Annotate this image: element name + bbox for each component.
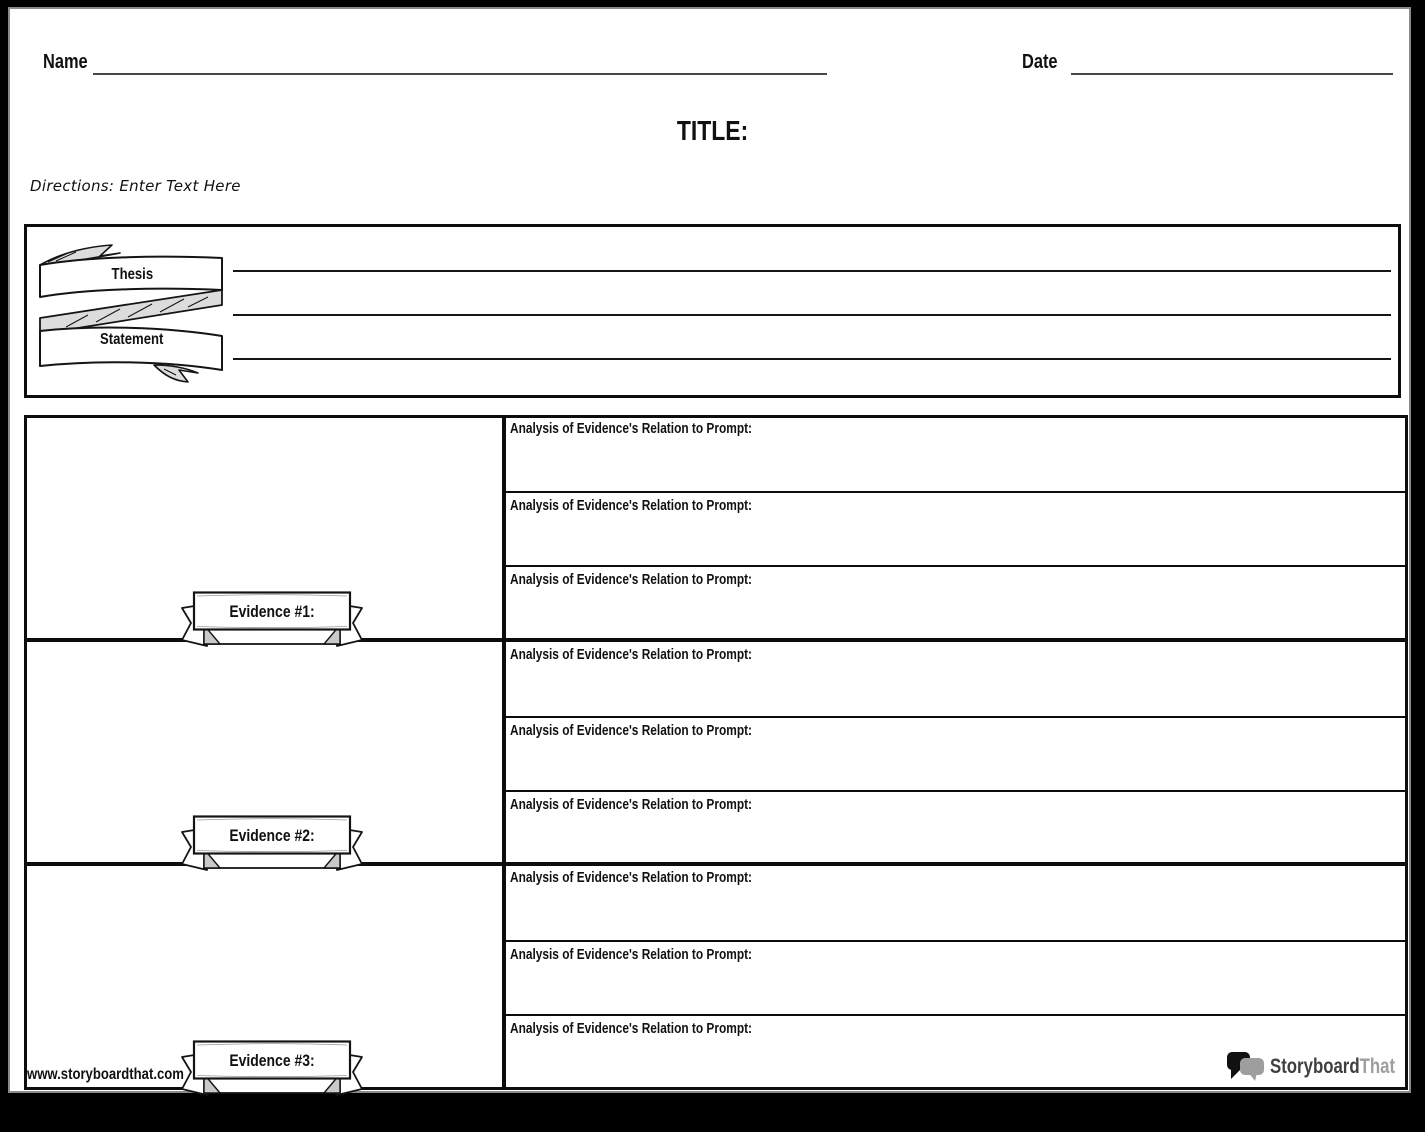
row-divider-s2-b <box>506 790 1405 792</box>
logo-text-secondary: That <box>1359 1055 1396 1078</box>
page-title <box>0 117 1425 145</box>
name-label <box>43 52 97 72</box>
table-column-divider <box>502 415 506 1090</box>
analysis-label: Analysis of Evidence's Relation to Prompt: <box>510 498 753 514</box>
analysis-label: Analysis of Evidence's Relation to Prompt: <box>510 647 753 663</box>
analysis-cell[interactable] <box>510 648 805 663</box>
evidence-table <box>24 415 1408 1090</box>
analysis-label: Analysis of Evidence's Relation to Prompt: <box>510 797 753 813</box>
analysis-label: Analysis of Evidence's Relation to Prompt: <box>510 421 753 437</box>
page-title-text: TITLE: <box>676 115 749 146</box>
date-fill-line[interactable] <box>1071 73 1393 75</box>
thesis-ribbon-word-bottom <box>36 332 228 348</box>
analysis-label: Analysis of Evidence's Relation to Prompt: <box>510 870 753 886</box>
logo-text-primary: Storyboard <box>1270 1055 1360 1078</box>
date-label <box>1022 52 1065 72</box>
evidence-ribbon-banner-2 <box>177 815 367 877</box>
evidence-cell-1[interactable] <box>177 603 367 620</box>
thesis-ribbon-banner <box>36 241 228 393</box>
analysis-label: Analysis of Evidence's Relation to Prompt: <box>510 723 753 739</box>
name-fill-line[interactable] <box>93 73 827 75</box>
website-url-text: www.storyboardthat.com <box>27 1066 184 1083</box>
row-divider-s1-a <box>506 491 1405 493</box>
evidence-label-3: Evidence #3: <box>229 1051 315 1070</box>
row-divider-s3-a <box>506 940 1405 942</box>
evidence-cell-2[interactable] <box>177 827 367 844</box>
row-divider-s1-b <box>506 565 1405 567</box>
evidence-label-1: Evidence #1: <box>229 602 315 621</box>
row-divider-s3-b <box>506 1014 1405 1016</box>
name-label-text: Name <box>43 51 88 73</box>
thesis-ribbon-word-top <box>36 267 228 283</box>
storyboardthat-logo-icon <box>1226 1051 1266 1085</box>
analysis-cell[interactable] <box>510 499 805 514</box>
evidence-ribbon-banner-1 <box>177 591 367 653</box>
analysis-cell[interactable] <box>510 724 805 739</box>
thesis-write-line-3[interactable] <box>233 358 1391 360</box>
directions-text: Directions: Enter Text Here <box>30 177 241 195</box>
analysis-cell[interactable] <box>510 798 805 813</box>
website-url <box>27 1067 218 1083</box>
analysis-cell[interactable] <box>510 1022 805 1037</box>
thesis-write-line-1[interactable] <box>233 270 1391 272</box>
thesis-word-top-text: Thesis <box>111 266 153 283</box>
analysis-cell[interactable] <box>510 871 805 886</box>
analysis-cell[interactable] <box>510 422 805 437</box>
thesis-word-bottom-text: Statement <box>100 331 164 348</box>
analysis-label: Analysis of Evidence's Relation to Prompt: <box>510 572 753 588</box>
analysis-cell[interactable] <box>510 948 805 963</box>
evidence-label-2: Evidence #2: <box>229 826 315 845</box>
date-label-text: Date <box>1022 51 1058 73</box>
analysis-label: Analysis of Evidence's Relation to Prompt: <box>510 947 753 963</box>
analysis-cell[interactable] <box>510 573 805 588</box>
thesis-statement-box <box>24 224 1401 398</box>
storyboardthat-logo-text <box>1270 1056 1425 1077</box>
analysis-label: Analysis of Evidence's Relation to Prompt: <box>510 1021 753 1037</box>
row-divider-s2-a <box>506 716 1405 718</box>
thesis-write-line-2[interactable] <box>233 314 1391 316</box>
